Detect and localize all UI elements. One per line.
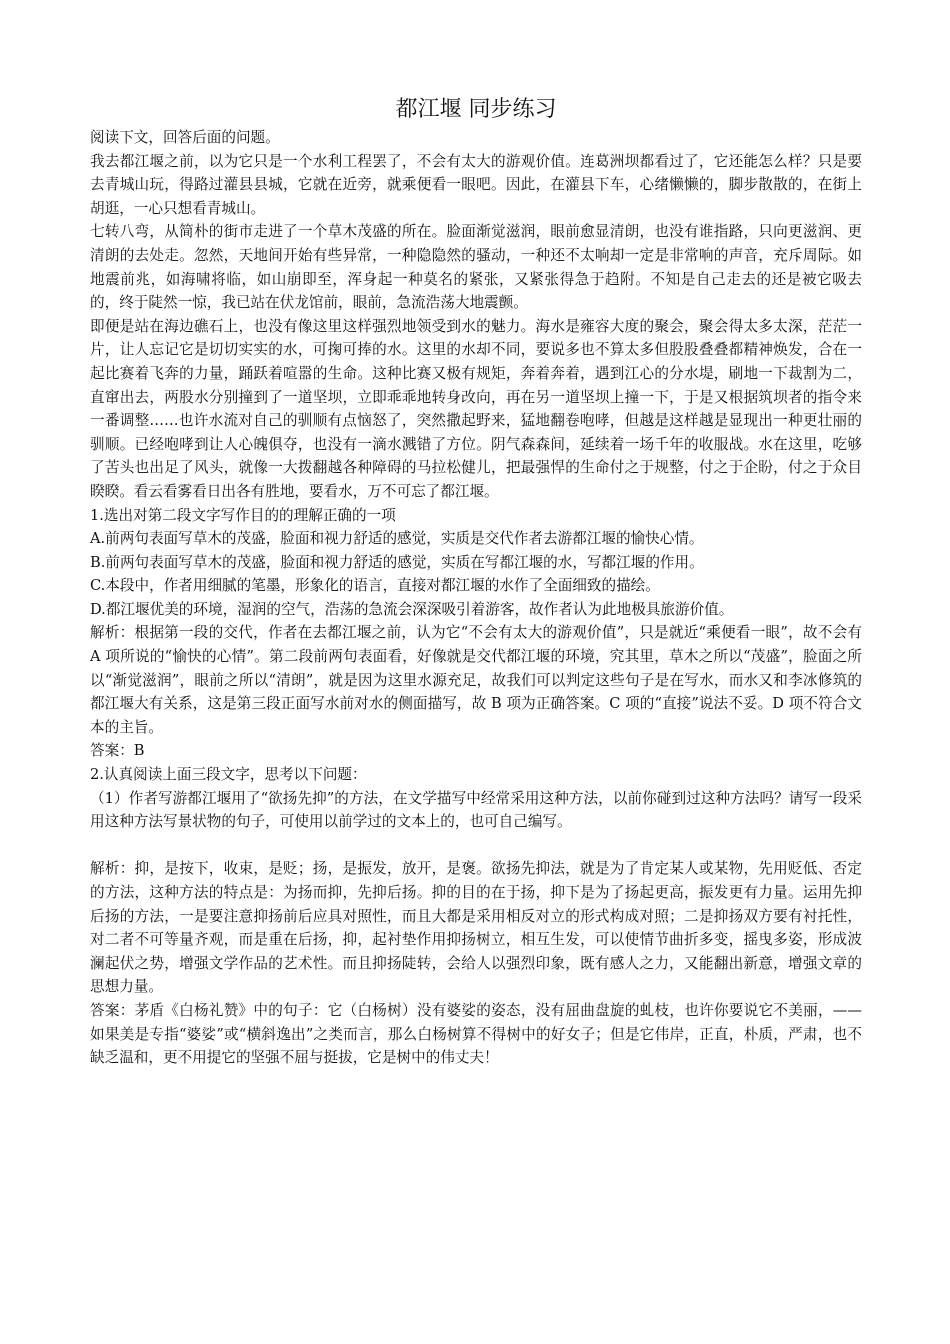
- blank-line: [90, 834, 862, 858]
- question-2-subquestion: （1）作者写游都江堰用了“欲扬先抑”的方法，在文学描写中经常采用这种方法，以前你碰到过这种方法吗？请写一段采用这种方法写景状物的句子，可使用以前学过的文本上的，也可自己编写。: [90, 789, 862, 831]
- passage-paragraph-1: 我去都江堰之前，以为它只是一个水利工程罢了，不会有太大的游观价值。连葛洲坝都看过了，它还能怎么样？只是要去青城山玩，得路过灌县县城，它就在近旁，就乘便看一眼吧。因此，在灌县下车，心绪懒懒的，脚步散散的，在街上胡逛，一心只想看青城山。: [90, 152, 862, 217]
- instruction-text: 阅读下文，回答后面的问题。: [90, 129, 280, 146]
- question-2-answer: 答案：茅盾《白杨礼赞》中的句子：它（白杨树）没有婆娑的姿态，没有屈曲盘旋的虬枝，也许你要说它不美丽，——如果美是专指“婆娑”或“横斜逸出”之类而言，那么白杨树算不得树中的好女子；但是它伟岸，正直，朴质，严肃，也不缺乏温和，更不用提它的坚强不屈与挺拔，它是树中的伟丈夫！: [90, 1001, 862, 1067]
- question-1-stem: 1.选出对第二段文字写作目的的理解正确的一项: [90, 506, 396, 524]
- question-2-analysis: 解析：抑，是按下，收束，是贬；扬，是振发，放开，是褒。欲扬先抑法，就是为了肯定某人或某物，先用贬低、否定的方法，这种方法的特点是：为扬而抑，先抑后扬。抑的目的在于扬，抑下是为了扬起更高，振发更有力量。运用先抑后扬的方法，一是要注意抑扬前后应具对照性，而且大都是采用相反对立的形式构成对照；二是抑扬双方要有衬托性，对二者不可等量齐观，而是重在后扬，抑，起衬垫作用抑扬树立，相互生发，可以使情节曲折多变，摇曳多姿，形成波澜起伏之势，增强文学作品的艺术性。而且抑扬陡转，会给人以强烈印象，既有感人之力，又能翻出新意，增强文章的思想力量。: [90, 860, 862, 996]
- page-title: 都江堰 同步练习: [395, 97, 557, 122]
- passage-paragraph-3: 即便是站在海边礁石上，也没有像这里这样强烈地领受到水的魅力。海水是雍容大度的聚会，聚会得太多太深，茫茫一片，让人忘记它是切切实实的水，可掬可捧的水。这里的水却不同，要说多也不算太多但股股叠叠都精神焕发，合在一起比赛着飞奔的力量，踊跃着喧嚣的生命。这种比赛又极有规矩，奔着奔着，遇到江心的分水堤，刷地一下裁割为二，直窜出去，两股水分别撞到了一道坚坝，立即乖乖地转身改向，再在另一道坚坝上撞一下，于是又根据筑坝者的指令来一番调整……也许水流对自己的驯顺有点恼怒了，突然撒起野来，猛地翻卷咆哮，但越是这样越是显现出一种更壮丽的驯顺。已经咆哮到让人心魄俱夺，也没有一滴水溅错了方位。阴气森森间，延续着一场千年的收服战。水在这里，吃够了苦头也出足了风头，就像一大拨翻越各种障碍的马拉松健儿，把最强悍的生命付之于规整，付之于企盼，付之于众目睽睽。看云看雾看日出各有胜地，要看水，万不可忘了都江堰。: [90, 317, 862, 500]
- question-1-answer: 答案：B: [90, 742, 145, 760]
- question-1-option-a: A.前两句表面写草木的茂盛，脸面和视力舒适的感觉，实质是交代作者去游都江堰的愉快心情。: [90, 530, 704, 548]
- question-1-option-d: D.都江堰优美的环境，湿润的空气，浩荡的急流会深深吸引着游客，故作者认为此地极具旅游价值。: [90, 600, 734, 618]
- document-page: [90, 95, 862, 1070]
- passage-paragraph-2: 七转八弯，从简朴的街市走进了一个草木茂盛的所在。脸面渐觉滋润，眼前愈显清朗，也没有谁指路，只向更滋润、更清朗的去处走。忽然，天地间开始有些异常，一种隐隐然的骚动，一种还不太响却一定是非常响的声音，充斥周际。如地震前兆，如海啸将临，如山崩即至，浑身起一种莫名的紧张，又紧张得急于趋附。不知是自己走去的还是被它吸去的，终于陡然一惊，我已站在伏龙馆前，眼前，急流浩荡大地震颤。: [90, 223, 862, 312]
- question-1-analysis: 解析：根据第一段的交代，作者在去都江堰之前，认为它“不会有太大的游观价值”，只是就近“乘便看一眼”，故不会有 A 项所说的“愉快的心情”。第二段前两句表面看，好像就是交代都江堰的环境，究其里，草木之所以“茂盛”，脸面之所以“渐觉滋润”，眼前之所以“清朗”，就是因为这里水源充足，故我们可以判定这些句子是在写水，而水又和李冰修筑的都江堰大有关系，这是第三段正面写水前对水的侧面描写，故 B 项为正确答案。C 项的“直接”说法不妥。D 项不符合文本的主旨。: [90, 624, 862, 736]
- question-2-stem: 2.认真阅读上面三段文字，思考以下问题：: [90, 766, 367, 784]
- question-1-option-c: C.本段中，作者用细腻的笔墨，形象化的语言，直接对都江堰的水作了全面细致的描绘。: [90, 577, 660, 595]
- question-1-option-b: B.前两句表面写草木的茂盛，脸面和视力舒适的感觉，实质在写都江堰的水，写都江堰的作用。: [90, 553, 704, 571]
